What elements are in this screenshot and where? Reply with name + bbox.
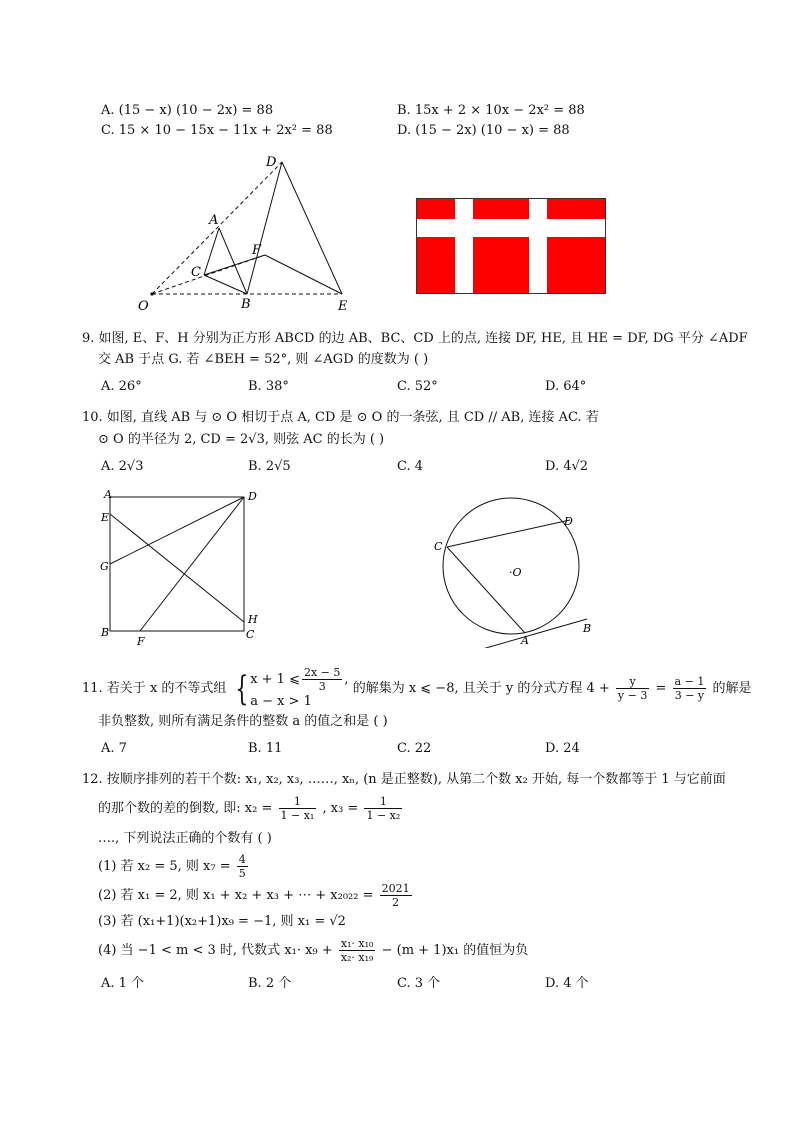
sq-label-a: A <box>104 488 112 501</box>
q11-suffix: 的解是 <box>712 681 752 696</box>
q12-frac-x3: $\frac{1}{\text{1 − x₂}}$ <box>366 795 401 822</box>
sq-label-h: H <box>248 613 258 626</box>
q9-line1: 9. 如图, E、F、H 分别为正方形 ABCD 的边 AB、BC、CD 上的点, 连接 DF, HE, 且 HE = DF, DG 平分 ∠ADF <box>82 331 748 346</box>
q8-option-c: C. 15 × 10 − 15x − 11x + 2x² = 88 <box>101 123 333 138</box>
q11-ineq1-frac: $\frac{2x - 5}{3}$ <box>303 666 341 693</box>
label-o: O <box>138 299 149 314</box>
q11-ineq1-left: x + 1 ⩽ <box>250 672 300 687</box>
q12-statement-4 <box>98 936 528 966</box>
sq-label-d: D <box>248 490 257 503</box>
q10-option-d: D. 4√2 <box>545 459 589 474</box>
q12-line1: 12. 按顺序排列的若干个数: x₁, x₂, x₃, ……, xₙ, (n 是正整数), 从第二个数 x₂ 开始, 每一个数都等于 1 与它前面 <box>82 772 726 787</box>
label-d: D <box>266 155 277 170</box>
q9-option-c: C. 52° <box>397 379 438 394</box>
circ-label-b: B <box>583 622 592 635</box>
sq-label-b: B <box>101 626 110 639</box>
sq-label-g: G <box>100 560 109 573</box>
label-c: C <box>191 265 201 280</box>
q8-option-d: D. (15 − 2x) (10 − x) = 88 <box>397 123 570 138</box>
q12-statement-3: (3) 若 (x₁+1)(x₂+1)x₉ = −1, 则 x₁ = √2 <box>98 914 346 929</box>
q11-system: x + 1 ⩽ $\frac{2x - 5}{3}$ , a − x > 1 <box>250 666 349 709</box>
q11-frac2: $\frac{a - 1}{3 - y}$ <box>674 675 705 702</box>
sq-label-f: F <box>137 635 145 648</box>
q8-option-a: A. (15 − x) (10 − 2x) = 88 <box>101 103 274 118</box>
sq-label-c: C <box>246 628 255 641</box>
q8-option-b: B. 15x + 2 × 10x − 2x² = 88 <box>397 103 585 118</box>
q10-line1: 10. 如图, 直线 AB 与 ⊙ O 相切于点 A, CD 是 ⊙ O 的一条弦, 且 CD // AB, 连接 AC. 若 <box>82 410 599 425</box>
square-figure <box>96 486 276 648</box>
q12-option-c: C. 3 个 <box>397 976 441 991</box>
q11-equals: = <box>655 681 667 696</box>
flag-horizontal-stripe <box>417 219 605 237</box>
q10-option-c: C. 4 <box>397 459 424 474</box>
q12-line3: …., 下列说法正确的个数有 ( ) <box>98 831 272 846</box>
q12-line2 <box>98 794 404 824</box>
q12-statement-2 <box>98 881 414 911</box>
triangle-figure <box>130 148 370 318</box>
flag-vertical-stripe-right <box>529 199 547 293</box>
q11-option-a: A. 7 <box>101 741 127 756</box>
q11-frac1: $\frac{y}{y - 3}$ <box>617 675 648 702</box>
q9-option-a: A. 26° <box>101 379 142 394</box>
q9-option-d: D. 64° <box>545 379 587 394</box>
sq-label-e: E <box>101 511 110 524</box>
q11-option-c: C. 22 <box>397 741 432 756</box>
circ-label-o: ·O <box>509 566 522 579</box>
q12-s1-prefix: (1) 若 x₂ = 5, 则 x₇ = <box>98 859 231 874</box>
circ-label-d: D <box>564 515 573 528</box>
q9-line2: 交 AB 于点 G. 若 ∠BEH = 52°, 则 ∠AGD 的度数为 ( ) <box>98 352 429 367</box>
q12-s4-prefix: (4) 当 −1 < m < 3 时, 代数式 x₁· x₉ + <box>98 943 333 958</box>
label-b: B <box>241 297 251 312</box>
q12-line2-prefix: 的那个数的差的倒数, 即: x₂ = <box>98 801 273 816</box>
q11-option-b: B. 11 <box>248 741 283 756</box>
circ-label-c: C <box>434 540 443 553</box>
q11-option-d: D. 24 <box>545 741 580 756</box>
label-f: F <box>252 243 262 258</box>
q10-option-b: B. 2√5 <box>248 459 291 474</box>
circle-figure <box>425 486 615 648</box>
q12-option-b: B. 2 个 <box>248 976 292 991</box>
flag-figure <box>416 198 606 294</box>
q10-line2: ⊙ O 的半径为 2, CD = 2√3, 则弦 AC 的长为 ( ) <box>98 432 385 447</box>
q12-s4-frac: $\frac{\text{x₁· x₁₀}}{\text{x₂· x₁₉}}$ <box>340 937 374 964</box>
q11-prefix: 11. 若关于 x 的不等式组 <box>82 681 227 696</box>
q11-ineq2: a − x > 1 <box>250 694 312 709</box>
q10-option-a: A. 2√3 <box>101 459 144 474</box>
q12-option-a: A. 1 个 <box>101 976 145 991</box>
circ-label-a: A <box>521 634 529 647</box>
q12-s2-prefix: (2) 若 x₁ = 2, 则 x₁ + x₂ + x₃ + ⋯ + x₂₀₂₂ = <box>98 888 374 903</box>
label-e: E <box>338 299 348 314</box>
q11-line1 <box>82 666 752 709</box>
q12-s4-suffix: − (m + 1)x₁ 的值恒为负 <box>381 943 529 958</box>
flag-vertical-stripe-left <box>455 199 473 293</box>
q11-mid: 的解集为 x ⩽ −8, 且关于 y 的分式方程 4 + <box>352 681 610 696</box>
q12-frac-x2: $\frac{1}{\text{1 − x₁}}$ <box>280 795 315 822</box>
q11-brace: { <box>234 668 248 709</box>
q12-s1-frac: $\frac{4}{5}$ <box>238 853 246 880</box>
q11-line2: 非负整数, 则所有满足条件的整数 a 的值之和是 ( ) <box>98 714 388 729</box>
q12-option-d: D. 4 个 <box>545 976 589 991</box>
q12-statement-1 <box>98 852 250 882</box>
q12-s2-frac: $\frac{2021}{2}$ <box>381 882 410 909</box>
q9-option-b: B. 38° <box>248 379 289 394</box>
q12-line2-mid: , x₃ = <box>322 801 359 816</box>
label-a: A <box>209 213 219 228</box>
